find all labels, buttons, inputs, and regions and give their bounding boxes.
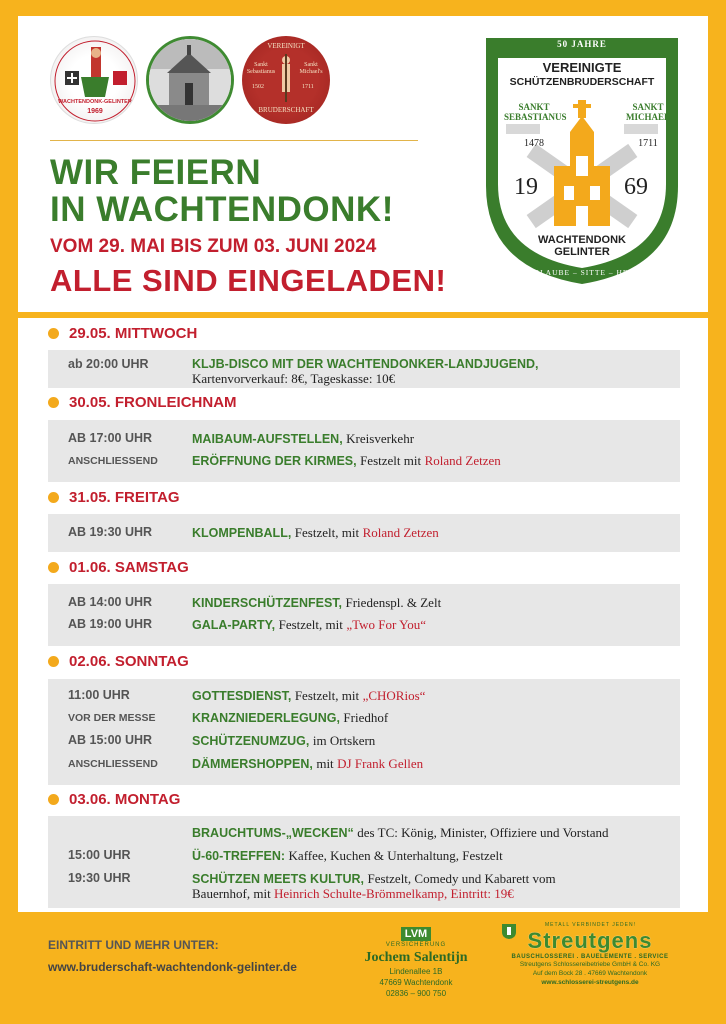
crest-name-1: VEREINIGTE <box>542 60 622 75</box>
event-title-text: ERÖFFNUNG DER KIRMES, <box>192 454 357 468</box>
day-heading <box>48 559 189 576</box>
day-heading <box>48 489 180 506</box>
day-block <box>48 514 680 552</box>
day-heading <box>48 653 189 670</box>
footer <box>0 912 726 1024</box>
streutgens-website[interactable]: www.schlosserei-streutgens.de <box>541 979 639 986</box>
event-time: ANSCHLIESSEND <box>68 758 158 770</box>
bullet-dot-icon <box>48 656 59 667</box>
event-desc-line <box>192 886 514 902</box>
lvm-agent-name: Jochem Salentijn <box>364 950 468 965</box>
crest-right-year: 1711 <box>638 138 658 149</box>
day-heading <box>48 791 180 808</box>
event-highlight: „CHORios“ <box>362 688 426 703</box>
event-row <box>48 592 680 612</box>
event-title-text: GOTTESDIENST, <box>192 689 292 703</box>
event-desc: Friedhof <box>343 710 389 725</box>
day-block <box>48 816 680 908</box>
day-block <box>48 584 680 646</box>
footer-website-link[interactable]: www.bruderschaft-wachtendonk-gelinter.de <box>48 960 297 974</box>
event-time: AB 17:00 UHR <box>68 431 153 445</box>
event-title-text: KLJB-DISCO MIT DER WACHTENDONKER-LANDJUGEND, <box>192 357 539 371</box>
day-block <box>48 350 680 388</box>
event-row <box>48 845 680 865</box>
event-desc: Festzelt, Comedy und Kabarett vom <box>367 871 556 886</box>
event-title-text: BRAUCHTUMS-„WECKEN“ <box>192 826 354 840</box>
day-label: 30.05. FRONLEICHNAM <box>69 394 237 411</box>
event-desc: Friedenspl. & Zelt <box>345 595 442 610</box>
event-title-text: SCHÜTZENUMZUG, <box>192 734 310 748</box>
sponsor-streutgens <box>492 922 688 987</box>
event-desc: Festzelt, mit <box>278 617 343 632</box>
crest-left-saint-2: SEBASTIANUS <box>504 112 567 122</box>
streutgens-name: Streutgens <box>527 928 653 953</box>
event-time: 19:30 UHR <box>68 871 131 885</box>
day-label: 03.06. MONTAG <box>69 791 181 808</box>
seal3-right: Sankt Michael's <box>299 62 323 75</box>
seal3-year2: 1711 <box>302 84 314 90</box>
lvm-sub: VERSICHERUNG <box>385 942 447 948</box>
seal1-year: 1969 <box>87 108 103 115</box>
event-highlight: Heinrich Schulte-Brömmelkamp, Eintritt: 19€ <box>273 886 514 901</box>
event-row <box>48 822 680 842</box>
event-title <box>192 733 375 749</box>
event-desc: Festzelt mit <box>360 453 422 468</box>
event-row <box>48 707 680 727</box>
day-label: 02.06. SONNTAG <box>69 653 189 670</box>
event-time: AB 19:00 UHR <box>68 617 153 631</box>
event-desc: des TC: König, Minister, Offiziere und Vorstand <box>357 825 609 840</box>
event-title <box>192 357 539 371</box>
seal3-year1: 1502 <box>252 84 264 90</box>
event-time: VOR DER MESSE <box>68 712 156 724</box>
crest-left-saint <box>504 102 567 122</box>
crest-anniversary: 50 JAHRE <box>557 39 607 49</box>
bullet-dot-icon <box>48 328 59 339</box>
crest-right-saint-1: SANKT <box>632 102 664 112</box>
event-title-text: SCHÜTZEN MEETS KULTUR, <box>192 872 364 886</box>
footer-info-label: EINTRITT UND MEHR UNTER: <box>48 938 219 952</box>
event-row <box>48 753 680 773</box>
event-title <box>192 825 609 841</box>
day-heading <box>48 325 197 342</box>
lvm-address-1: Lindenallee 1B <box>389 967 443 976</box>
event-row <box>48 685 680 705</box>
lvm-logo: LVM <box>401 927 431 941</box>
streutgens-line-1: Streutgens Schlossereibetriebe GmbH & Co. KG <box>519 961 661 968</box>
crest-right-saint-2: MICHAEL <box>625 112 670 122</box>
event-title-text: KINDERSCHÜTZENFEST, <box>192 596 343 610</box>
lvm-address-2: 47669 Wachtendonk <box>379 978 453 987</box>
event-row <box>48 450 680 470</box>
title-line-2: IN WACHTENDONK! <box>50 190 394 229</box>
event-title <box>192 453 501 469</box>
event-title <box>192 848 503 864</box>
event-title-text: DÄMMERSHOPPEN, <box>192 757 313 771</box>
day-label: 31.05. FREITAG <box>69 489 180 506</box>
day-block <box>48 420 680 482</box>
event-desc-line: Kartenvorverkauf: 8€, Tageskasse: 10€ <box>192 371 396 386</box>
main-title <box>50 154 430 228</box>
crest-year-left: 19 <box>514 174 538 200</box>
event-title-text: GALA-PARTY, <box>192 618 276 632</box>
seal3-left: Sankt Sebastianus <box>246 62 276 75</box>
crest-left-saint-1: SANKT <box>518 102 550 112</box>
day-label: 01.06. SAMSTAG <box>69 559 189 576</box>
event-row <box>48 614 680 634</box>
event-desc: Kreisverkehr <box>346 431 415 446</box>
event-title <box>192 688 425 704</box>
event-row <box>48 730 680 750</box>
crest-right-saint <box>618 102 678 122</box>
event-time: AB 14:00 UHR <box>68 595 153 609</box>
saint-figure-icon <box>276 54 296 104</box>
bullet-dot-icon <box>48 794 59 805</box>
event-title <box>192 595 441 611</box>
event-title <box>192 617 426 633</box>
crest-name-2: SCHÜTZENBRUDERSCHAFT <box>509 76 655 88</box>
streutgens-logo-icon <box>500 922 518 940</box>
event-title-text: Ü-60-TREFFEN: <box>192 849 286 863</box>
bullet-dot-icon <box>48 492 59 503</box>
event-title-text: KLOMPENBALL, <box>192 526 292 540</box>
seal3-top: VEREINIGT <box>267 42 305 50</box>
bullet-dot-icon <box>48 397 59 408</box>
day-block <box>48 679 680 785</box>
event-title <box>192 525 439 541</box>
event-desc: Kaffee, Kuchen & Unterhaltung, Festzelt <box>288 848 503 863</box>
lvm-phone: 02836 – 900 750 <box>385 989 447 998</box>
event-title <box>192 871 556 887</box>
date-range: VOM 29. MAI BIS ZUM 03. JUNI 2024 <box>50 236 377 257</box>
day-heading <box>48 394 237 411</box>
event-desc-line-a: Bauernhof, mit <box>192 886 271 901</box>
seal3-bottom: BRUDERSCHAFT <box>258 106 314 114</box>
event-time: AB 15:00 UHR <box>68 733 153 747</box>
crest-year-right: 69 <box>624 174 648 200</box>
crest-motto: FÜR GLAUBE – SITTE – HEIMAT <box>513 268 651 277</box>
crest-place <box>484 234 680 258</box>
brotherhood-seal-image <box>50 36 138 124</box>
event-time: AB 19:30 UHR <box>68 525 153 539</box>
invitation-heading: ALLE SIND EINGELADEN! <box>50 263 447 298</box>
event-highlight: Roland Zetzen <box>424 453 501 468</box>
event-title <box>192 710 388 726</box>
event-highlight: Roland Zetzen <box>362 525 439 540</box>
event-time: 15:00 UHR <box>68 848 131 862</box>
event-row <box>48 868 680 888</box>
saints-seal-image <box>242 36 330 124</box>
day-label: 29.05. MITTWOCH <box>69 325 198 342</box>
event-highlight: „Two For You“ <box>346 617 426 632</box>
program-panel <box>18 318 708 912</box>
crest-left-year: 1478 <box>524 138 544 149</box>
event-desc: mit <box>316 756 334 771</box>
event-time: ANSCHLIESSEND <box>68 455 158 467</box>
event-title-text: KRANZNIEDERLEGUNG, <box>192 711 340 725</box>
event-row <box>48 428 680 448</box>
event-time: 11:00 UHR <box>68 688 130 702</box>
event-title-text: MAIBAUM-AUFSTELLEN, <box>192 432 343 446</box>
sponsor-lvm <box>356 924 476 999</box>
event-desc: Festzelt, mit <box>294 525 360 540</box>
streutgens-line-2: Auf dem Bock 28 . 47669 Wachtendonk <box>532 970 648 977</box>
crest-place-1: WACHTENDONK <box>538 234 626 246</box>
chapel-photo-image <box>146 36 234 124</box>
header-panel <box>18 16 708 312</box>
streutgens-slogan: METALL VERBINDET JEDEN! <box>545 922 636 928</box>
event-desc: im Ortskern <box>312 733 376 748</box>
seal1-text: WACHTENDONK-GELINTER <box>58 99 132 105</box>
bullet-dot-icon <box>48 562 59 573</box>
streutgens-sub: BAUSCHLOSSEREI . BAUELEMENTE . SERVICE <box>511 954 669 960</box>
title-line-1: WIR FEIERN <box>50 153 262 192</box>
event-desc: Festzelt, mit <box>294 688 360 703</box>
event-time: ab 20:00 UHR <box>68 357 149 371</box>
event-row <box>48 522 680 542</box>
event-title <box>192 431 414 447</box>
event-title <box>192 756 423 772</box>
crest-place-2: GELINTER <box>554 246 610 258</box>
header-divider <box>50 140 418 141</box>
event-highlight: DJ Frank Gellen <box>337 756 424 771</box>
